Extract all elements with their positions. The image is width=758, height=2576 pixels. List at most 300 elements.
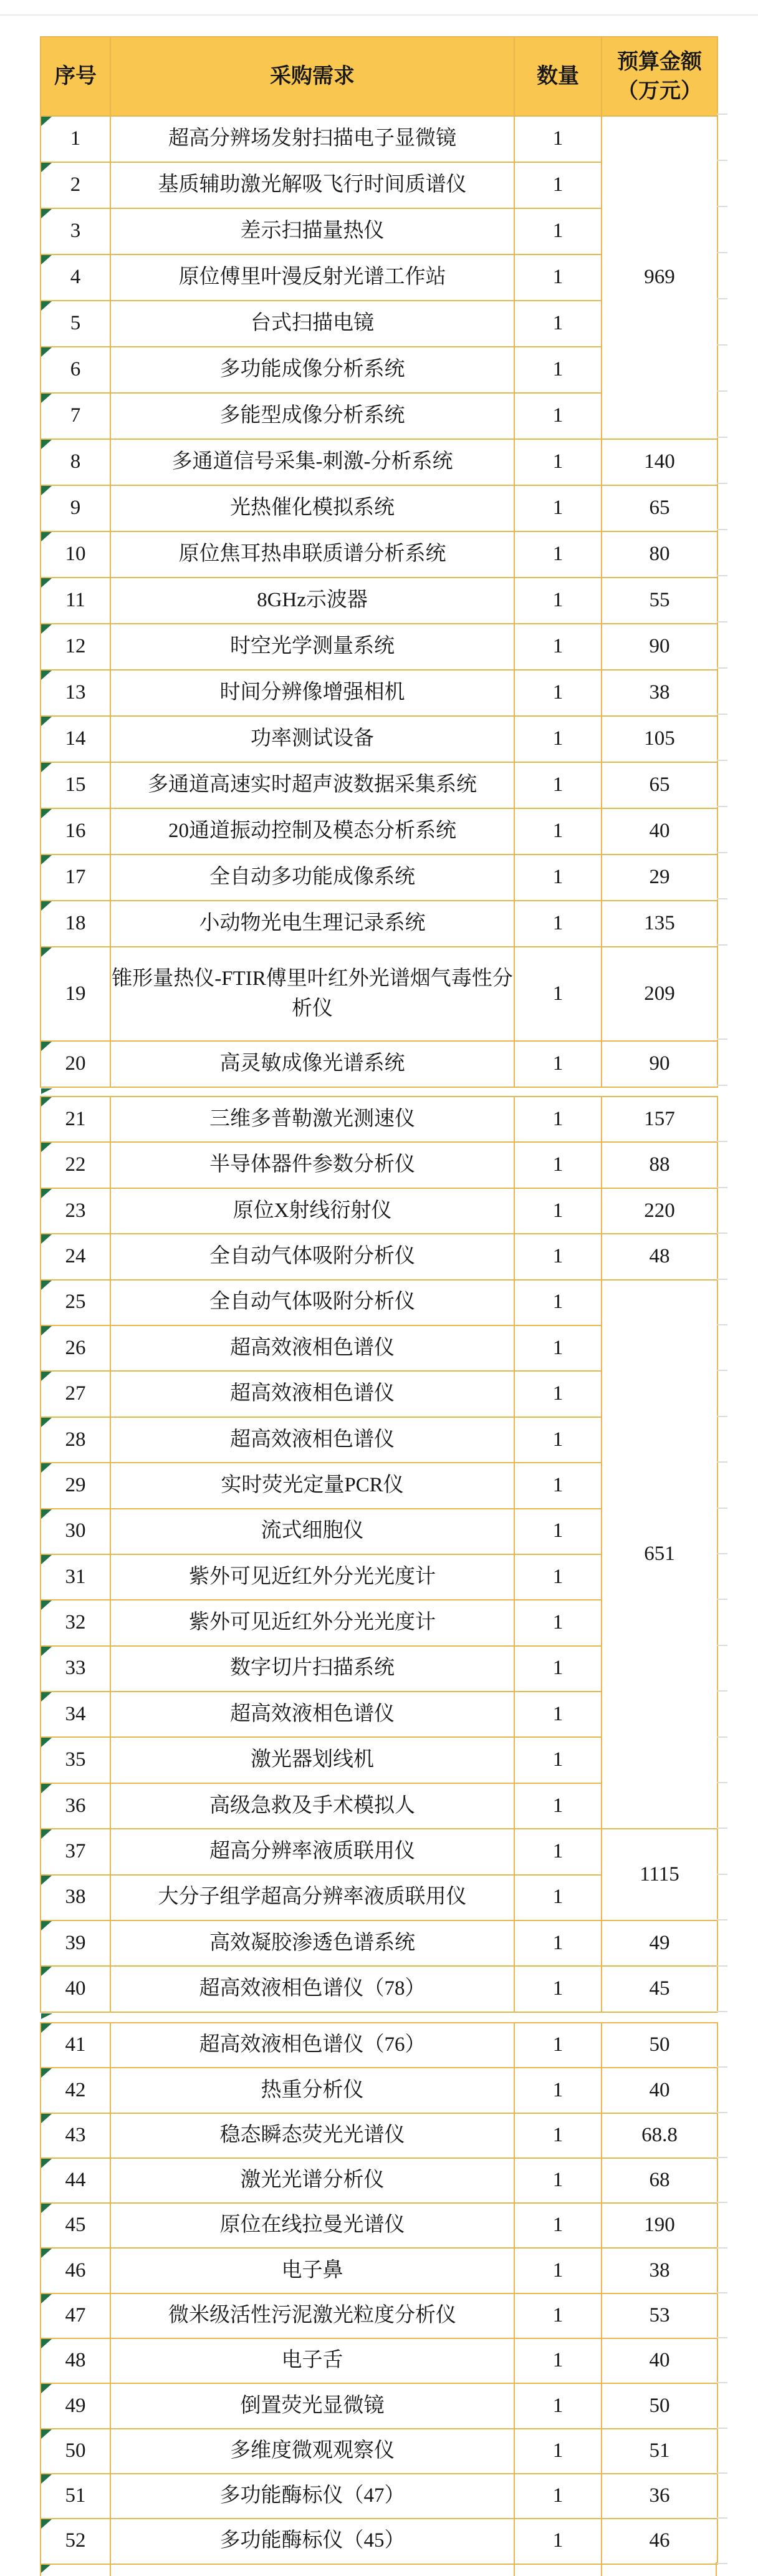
grid-tick [717, 852, 727, 853]
item-cell[interactable]: 电子鼻 [110, 2248, 514, 2293]
item-cell[interactable]: 全自动气体吸附分析仪 [110, 1280, 514, 1325]
item-cell[interactable]: 光热催化模拟系统 [110, 485, 514, 531]
table-row [41, 1188, 717, 1234]
quantity-cell[interactable]: 1 [514, 624, 602, 670]
excel-error-corner-icon [41, 347, 52, 357]
row-number-cell[interactable] [41, 670, 110, 716]
row-number-cell[interactable] [41, 1966, 110, 2012]
grid-tick [717, 2011, 727, 2012]
row-number-cell[interactable] [41, 2429, 110, 2474]
excel-error-corner-icon [41, 486, 52, 495]
budget-cell[interactable]: 969 [602, 116, 717, 439]
item-cell[interactable]: 稳态瞬态荧光光谱仪 [110, 2113, 514, 2158]
budget-cell[interactable]: 68 [602, 2158, 717, 2203]
row-number-cell[interactable] [41, 1280, 110, 1325]
row-number-cell[interactable] [41, 485, 110, 531]
item-cell[interactable]: 数字切片扫描系统 [110, 1646, 514, 1692]
budget-cell[interactable]: 45 [602, 1966, 717, 2012]
row-number-cell[interactable] [41, 1417, 110, 1463]
budget-cell[interactable]: 65 [602, 762, 717, 808]
quantity-cell[interactable]: 1 [514, 1692, 602, 1737]
quantity-cell[interactable]: 1 [514, 2158, 602, 2203]
grid-tick [717, 298, 727, 299]
excel-error-corner-icon [41, 1876, 52, 1885]
quantity-cell[interactable]: 1 [514, 116, 602, 162]
item-cell[interactable]: 时间分辨像增强相机 [110, 670, 514, 716]
grid-tick [717, 1232, 727, 1234]
quantity-cell[interactable]: 1 [514, 1783, 602, 1829]
item-cell[interactable]: 紫外可见近红外分光光度计 [110, 1600, 514, 1645]
row-number-cell[interactable] [41, 2519, 110, 2564]
budget-cell[interactable]: 49 [602, 1920, 717, 1966]
row-number-cell[interactable] [41, 947, 110, 1041]
row-number-cell[interactable] [41, 1829, 110, 1874]
quantity-cell[interactable]: 1 [514, 1600, 602, 1645]
row-number: 38 [65, 1886, 86, 1909]
item-cell[interactable]: 20通道振动控制及模态分析系统 [110, 808, 514, 855]
quantity-cell[interactable]: 1 [514, 1646, 602, 1692]
grid-tick [717, 2428, 727, 2429]
excel-error-corner-icon [41, 394, 52, 403]
quantity-cell[interactable]: 1 [514, 1234, 602, 1279]
excel-error-corner-icon [41, 1326, 52, 1335]
item-cell[interactable]: 原位傅里叶漫反射光谱工作站 [110, 254, 514, 301]
row-number-cell[interactable] [41, 1692, 110, 1737]
item-cell[interactable]: 多维度微观观察仪 [110, 2429, 514, 2474]
hidden-row-corner-icon [41, 2013, 52, 2019]
grid-tick [717, 2066, 727, 2068]
item-cell[interactable]: 台式扫描电镜 [110, 301, 514, 347]
quantity-cell[interactable]: 1 [514, 762, 602, 808]
budget-cell[interactable]: 38 [602, 670, 717, 716]
item-cell[interactable]: 多通道信号采集-刺激-分析系统 [110, 439, 514, 485]
row-number: 3 [70, 220, 81, 243]
row-number: 34 [65, 1702, 86, 1725]
excel-error-corner-icon [41, 2249, 52, 2258]
quantity-cell[interactable]: 1 [514, 670, 602, 716]
row-number: 10 [65, 543, 86, 566]
excel-error-corner-icon [41, 901, 52, 911]
budget-cell[interactable]: 90 [602, 1041, 717, 1087]
row-number: 29 [65, 1473, 86, 1496]
quantity-cell[interactable]: 1 [514, 1041, 602, 1087]
grid-tick [717, 898, 727, 899]
item-cell[interactable]: 小动物光电生理记录系统 [110, 901, 514, 947]
item-cell[interactable]: 超高效液相色谱仪 [110, 1371, 514, 1416]
quantity-cell[interactable]: 1 [514, 2429, 602, 2474]
row-number-cell[interactable] [41, 1920, 110, 1966]
row-number: 52 [65, 2529, 86, 2552]
item-cell[interactable]: 基质辅助激光解吸飞行时间质谱仪 [110, 162, 514, 208]
item-cell[interactable]: 实时荧光定量PCR仪 [110, 1463, 514, 1508]
row-number: 37 [65, 1840, 86, 1863]
row-number-cell[interactable] [41, 439, 110, 485]
row-number-cell[interactable] [41, 1041, 110, 1087]
row-number-cell[interactable] [41, 1554, 110, 1600]
budget-cell[interactable]: 90 [602, 624, 717, 670]
item-cell[interactable]: 微米级活性污泥激光粒度分析仪 [110, 2293, 514, 2338]
quantity-cell[interactable]: 1 [514, 393, 602, 439]
top-divider-line [0, 14, 758, 16]
quantity-cell[interactable]: 1 [514, 1737, 602, 1783]
table-row [41, 2383, 717, 2428]
table-row [41, 1234, 717, 1279]
excel-error-corner-icon [41, 1921, 52, 1930]
row-number: 23 [65, 1199, 86, 1222]
item-cell[interactable]: 多功能酶标仪（47） [110, 2474, 514, 2519]
row-number: 24 [65, 1244, 86, 1267]
table-row [41, 1097, 717, 1142]
grid-tick [717, 2517, 727, 2519]
grid-tick [717, 529, 727, 530]
row-number: 20 [65, 1052, 86, 1075]
excel-error-corner-icon [41, 1784, 52, 1793]
budget-cell[interactable]: 65 [602, 485, 717, 531]
table-row [41, 2203, 717, 2248]
item-cell[interactable]: 超高效液相色谱仪 [110, 1692, 514, 1737]
budget-cell[interactable]: 40 [602, 808, 717, 855]
item-cell[interactable]: 原位焦耳热串联质谱分析系统 [110, 531, 514, 578]
item-cell[interactable]: 电子舌 [110, 2338, 514, 2383]
row-number-cell[interactable] [41, 1325, 110, 1371]
quantity-cell[interactable]: 1 [514, 2383, 602, 2428]
row-number-cell[interactable] [41, 393, 110, 439]
excel-error-corner-icon [41, 255, 52, 264]
header-budget-line2: （万元） [617, 79, 702, 103]
item-cell[interactable]: 激光器划线机 [110, 1737, 514, 1783]
section-3-body [41, 2023, 717, 2564]
grid-tick [717, 1416, 727, 1417]
procurement-table-section-3 [40, 2022, 718, 2565]
budget-cell[interactable]: 46 [602, 2519, 717, 2564]
item-cell[interactable]: 多功能成像分析系统 [110, 347, 514, 393]
row-number-cell[interactable] [41, 2338, 110, 2383]
row-number: 44 [65, 2169, 86, 2192]
excel-error-corner-icon [41, 717, 52, 726]
grid-tick [717, 1039, 727, 1040]
item-cell[interactable]: 超高效液相色谱仪（78） [110, 1966, 514, 2012]
excel-error-corner-icon [41, 578, 52, 588]
row-number: 42 [65, 2078, 86, 2101]
quantity-cell[interactable]: 1 [514, 347, 602, 393]
row-number-cell[interactable] [41, 1234, 110, 1279]
row-number-cell[interactable] [41, 1737, 110, 1783]
item-cell[interactable]: 高级急救及手术模拟人 [110, 1783, 514, 1829]
row-number-cell[interactable] [41, 1142, 110, 1188]
quantity-cell[interactable]: 1 [514, 1371, 602, 1416]
quantity-cell[interactable]: 1 [514, 1463, 602, 1508]
item-cell[interactable]: 差示扫描量热仪 [110, 208, 514, 254]
row-number-cell[interactable] [41, 347, 110, 393]
excel-error-corner-icon [41, 671, 52, 680]
table-row [41, 808, 717, 855]
row-number-cell[interactable] [41, 762, 110, 808]
budget-cell[interactable]: 1115 [602, 1829, 717, 1920]
row-number-cell[interactable] [41, 2158, 110, 2203]
item-cell[interactable]: 超高分辨率液质联用仪 [110, 1829, 514, 1874]
quantity-cell[interactable]: 1 [514, 855, 602, 901]
row-number-cell[interactable] [41, 578, 110, 624]
budget-cell[interactable]: 40 [602, 2068, 717, 2113]
row-number: 11 [65, 589, 85, 612]
item-cell[interactable]: 激光光谱分析仪 [110, 2158, 514, 2203]
quantity-cell[interactable]: 1 [514, 1188, 602, 1234]
row-number: 28 [65, 1428, 86, 1451]
budget-cell[interactable]: 135 [602, 901, 717, 947]
item-cell[interactable]: 紫外可见近红外分光光度计 [110, 1554, 514, 1600]
quantity-cell[interactable]: 1 [514, 531, 602, 578]
item-cell[interactable]: 原位X射线衍射仪 [110, 1188, 514, 1234]
item-cell[interactable]: 高效凝胶渗透色谱系统 [110, 1920, 514, 1966]
quantity-cell[interactable]: 1 [514, 208, 602, 254]
grid-tick [717, 2247, 727, 2249]
header-cell-budget[interactable] [602, 37, 717, 116]
grid-tick [717, 1874, 727, 1875]
item-cell[interactable]: 三维多普勒激光测速仪 [110, 1097, 514, 1142]
budget-cell[interactable]: 80 [602, 531, 717, 578]
item-cell[interactable]: 时空光学测量系统 [110, 624, 514, 670]
row-number-cell[interactable] [41, 1463, 110, 1508]
partial-row-border [716, 2562, 717, 2576]
row-number-cell[interactable] [41, 2248, 110, 2293]
row-number: 30 [65, 1519, 86, 1542]
item-cell[interactable]: 大分子组学超高分辨率液质联用仪 [110, 1875, 514, 1920]
table-row [41, 1041, 717, 1087]
table-row [41, 531, 717, 578]
table-row [41, 762, 717, 808]
budget-cell[interactable]: 88 [602, 1142, 717, 1188]
row-number: 50 [65, 2439, 86, 2462]
budget-cell[interactable]: 38 [602, 2248, 717, 2293]
grid-tick [717, 206, 727, 207]
quantity-cell[interactable]: 1 [514, 2474, 602, 2519]
excel-error-corner-icon [41, 2068, 52, 2078]
quantity-cell[interactable]: 1 [514, 1554, 602, 1600]
budget-cell[interactable]: 140 [602, 439, 717, 485]
budget-cell[interactable]: 68.8 [602, 2113, 717, 2158]
excel-error-corner-icon [41, 1692, 52, 1702]
budget-cell[interactable]: 50 [602, 2023, 717, 2068]
row-number-cell[interactable] [41, 2023, 110, 2068]
row-number-cell[interactable] [41, 1509, 110, 1554]
grid-tick [717, 114, 727, 115]
excel-error-corner-icon [41, 2429, 52, 2439]
section-1-body [41, 116, 717, 1087]
row-number-cell[interactable] [41, 716, 110, 762]
row-number-cell[interactable] [41, 1600, 110, 1645]
table-row [41, 1280, 717, 1325]
quantity-cell[interactable]: 1 [514, 716, 602, 762]
quantity-cell[interactable]: 1 [514, 1417, 602, 1463]
row-number-cell[interactable] [41, 301, 110, 347]
budget-cell[interactable]: 48 [602, 1234, 717, 1279]
partial-row-border [514, 2562, 515, 2576]
quantity-cell[interactable]: 1 [514, 485, 602, 531]
row-number-cell[interactable] [41, 2068, 110, 2113]
item-cell[interactable]: 流式细胞仪 [110, 1509, 514, 1554]
row-number-cell[interactable] [41, 2474, 110, 2519]
item-cell[interactable]: 超高效液相色谱仪（76） [110, 2023, 514, 2068]
row-number-cell[interactable] [41, 1783, 110, 1829]
quantity-cell[interactable]: 1 [514, 1966, 602, 2012]
row-number: 25 [65, 1290, 86, 1314]
row-number-cell[interactable] [41, 2113, 110, 2158]
quantity-cell[interactable]: 1 [514, 1920, 602, 1966]
grid-tick [717, 437, 727, 438]
budget-cell[interactable]: 190 [602, 2203, 717, 2248]
quantity-cell[interactable]: 1 [514, 301, 602, 347]
quantity-cell[interactable]: 1 [514, 1097, 602, 1142]
quantity-cell[interactable]: 1 [514, 2113, 602, 2158]
row-number: 1 [70, 127, 81, 150]
quantity-cell[interactable]: 1 [514, 2068, 602, 2113]
excel-error-corner-icon [41, 855, 52, 864]
excel-error-corner-icon [41, 2023, 52, 2033]
table-row [41, 2113, 717, 2158]
excel-error-corner-icon [41, 1738, 52, 1747]
budget-cell[interactable]: 209 [602, 947, 717, 1041]
excel-error-corner-icon [41, 1555, 52, 1564]
excel-error-corner-icon [41, 440, 52, 449]
budget-cell[interactable]: 651 [602, 1280, 717, 1829]
quantity-cell[interactable]: 1 [514, 578, 602, 624]
table-row [41, 439, 717, 485]
item-cell[interactable]: 多通道高速实时超声波数据采集系统 [110, 762, 514, 808]
row-number-cell[interactable] [41, 1097, 110, 1142]
row-number: 39 [65, 1931, 86, 1954]
quantity-cell[interactable]: 1 [514, 162, 602, 208]
row-number-cell[interactable] [41, 162, 110, 208]
row-number-cell[interactable] [41, 2293, 110, 2338]
item-cell[interactable]: 热重分析仪 [110, 2068, 514, 2113]
table-row [41, 2158, 717, 2203]
quantity-cell[interactable]: 1 [514, 1875, 602, 1920]
header-cell-item[interactable]: 采购需求 [110, 37, 514, 116]
item-cell[interactable]: 超高效液相色谱仪 [110, 1325, 514, 1371]
header-cell-qty[interactable]: 数量 [514, 37, 602, 116]
excel-error-corner-icon [41, 2474, 52, 2484]
budget-cell[interactable]: 157 [602, 1097, 717, 1142]
budget-cell[interactable]: 220 [602, 1188, 717, 1234]
grid-tick [717, 252, 727, 253]
excel-error-corner-icon [41, 2519, 52, 2529]
budget-cell[interactable]: 105 [602, 716, 717, 762]
item-cell[interactable]: 8GHz示波器 [110, 578, 514, 624]
grid-tick [717, 667, 727, 669]
table-row [41, 2519, 717, 2564]
row-number-cell[interactable] [41, 1371, 110, 1416]
row-number: 16 [65, 820, 86, 843]
row-number-cell[interactable] [41, 116, 110, 162]
budget-cell[interactable]: 36 [602, 2474, 717, 2519]
row-number-cell[interactable] [41, 808, 110, 855]
grid-tick [717, 2157, 727, 2158]
quantity-cell[interactable]: 1 [514, 1829, 602, 1874]
row-number-cell[interactable] [41, 208, 110, 254]
row-number-cell[interactable] [41, 1875, 110, 1920]
quantity-cell[interactable]: 1 [514, 2519, 602, 2564]
item-cell[interactable]: 多能型成像分析系统 [110, 393, 514, 439]
grid-tick [717, 1461, 727, 1463]
item-cell[interactable]: 超高分辨场发射扫描电子显微镜 [110, 116, 514, 162]
row-number: 8 [70, 450, 81, 473]
row-number-cell[interactable] [41, 855, 110, 901]
quantity-cell[interactable]: 1 [514, 2248, 602, 2293]
quantity-cell[interactable]: 1 [514, 1280, 602, 1325]
quantity-cell[interactable]: 1 [514, 808, 602, 855]
quantity-cell[interactable]: 1 [514, 1142, 602, 1188]
grid-tick [717, 1599, 727, 1600]
grid-tick [717, 2337, 727, 2338]
item-cell[interactable]: 倒置荧光显微镜 [110, 2383, 514, 2428]
quantity-cell[interactable]: 1 [514, 2203, 602, 2248]
row-number-cell[interactable] [41, 1188, 110, 1234]
table-row [41, 670, 717, 716]
quantity-cell[interactable]: 1 [514, 254, 602, 301]
item-cell[interactable]: 全自动多功能成像系统 [110, 855, 514, 901]
table-row [41, 901, 717, 947]
quantity-cell[interactable]: 1 [514, 2023, 602, 2068]
excel-error-corner-icon [41, 1372, 52, 1381]
grid-tick [717, 344, 727, 346]
budget-cell[interactable]: 40 [602, 2338, 717, 2383]
grid-tick [717, 390, 727, 392]
row-number: 36 [65, 1794, 86, 1817]
item-cell[interactable]: 高灵敏成像光谱系统 [110, 1041, 514, 1087]
table-row [41, 116, 717, 162]
header-cell-no[interactable]: 序号 [41, 37, 110, 116]
quantity-cell[interactable]: 1 [514, 947, 602, 1041]
budget-cell[interactable]: 50 [602, 2383, 717, 2428]
item-cell[interactable]: 多功能酶标仪（45） [110, 2519, 514, 2564]
quantity-cell[interactable]: 1 [514, 901, 602, 947]
item-cell[interactable]: 原位在线拉曼光谱仪 [110, 2203, 514, 2248]
excel-error-corner-icon [41, 1600, 52, 1610]
row-number-cell[interactable] [41, 531, 110, 578]
row-number-cell[interactable] [41, 624, 110, 670]
row-number-cell[interactable] [41, 2383, 110, 2428]
item-cell[interactable]: 超高效液相色谱仪 [110, 1417, 514, 1463]
grid-tick [717, 1736, 727, 1738]
row-number-cell[interactable] [41, 1646, 110, 1692]
budget-cell[interactable]: 51 [602, 2429, 717, 2474]
quantity-cell[interactable]: 1 [514, 1325, 602, 1371]
grid-tick [717, 1187, 727, 1188]
budget-cell[interactable]: 55 [602, 578, 717, 624]
budget-cell[interactable]: 53 [602, 2293, 717, 2338]
item-cell[interactable]: 锥形量热仪-FTIR傅里叶红外光谱烟气毒性分析仪 [110, 947, 514, 1041]
item-cell[interactable]: 功率测试设备 [110, 716, 514, 762]
budget-cell[interactable]: 29 [602, 855, 717, 901]
quantity-cell[interactable]: 1 [514, 2338, 602, 2383]
quantity-cell[interactable]: 1 [514, 2293, 602, 2338]
grid-tick [717, 1141, 727, 1142]
row-number: 31 [65, 1565, 86, 1588]
row-number-cell[interactable] [41, 2203, 110, 2248]
quantity-cell[interactable]: 1 [514, 1509, 602, 1554]
item-cell[interactable]: 半导体器件参数分析仪 [110, 1142, 514, 1188]
row-number-cell[interactable] [41, 901, 110, 947]
row-number: 32 [65, 1611, 86, 1634]
item-cell[interactable]: 全自动气体吸附分析仪 [110, 1234, 514, 1279]
excel-error-corner-icon [41, 1829, 52, 1839]
table-row [41, 2293, 717, 2338]
grid-tick [717, 2382, 727, 2383]
row-number-cell[interactable] [41, 254, 110, 301]
quantity-cell[interactable]: 1 [514, 439, 602, 485]
table-row [41, 2474, 717, 2519]
row-number: 2 [70, 173, 81, 196]
